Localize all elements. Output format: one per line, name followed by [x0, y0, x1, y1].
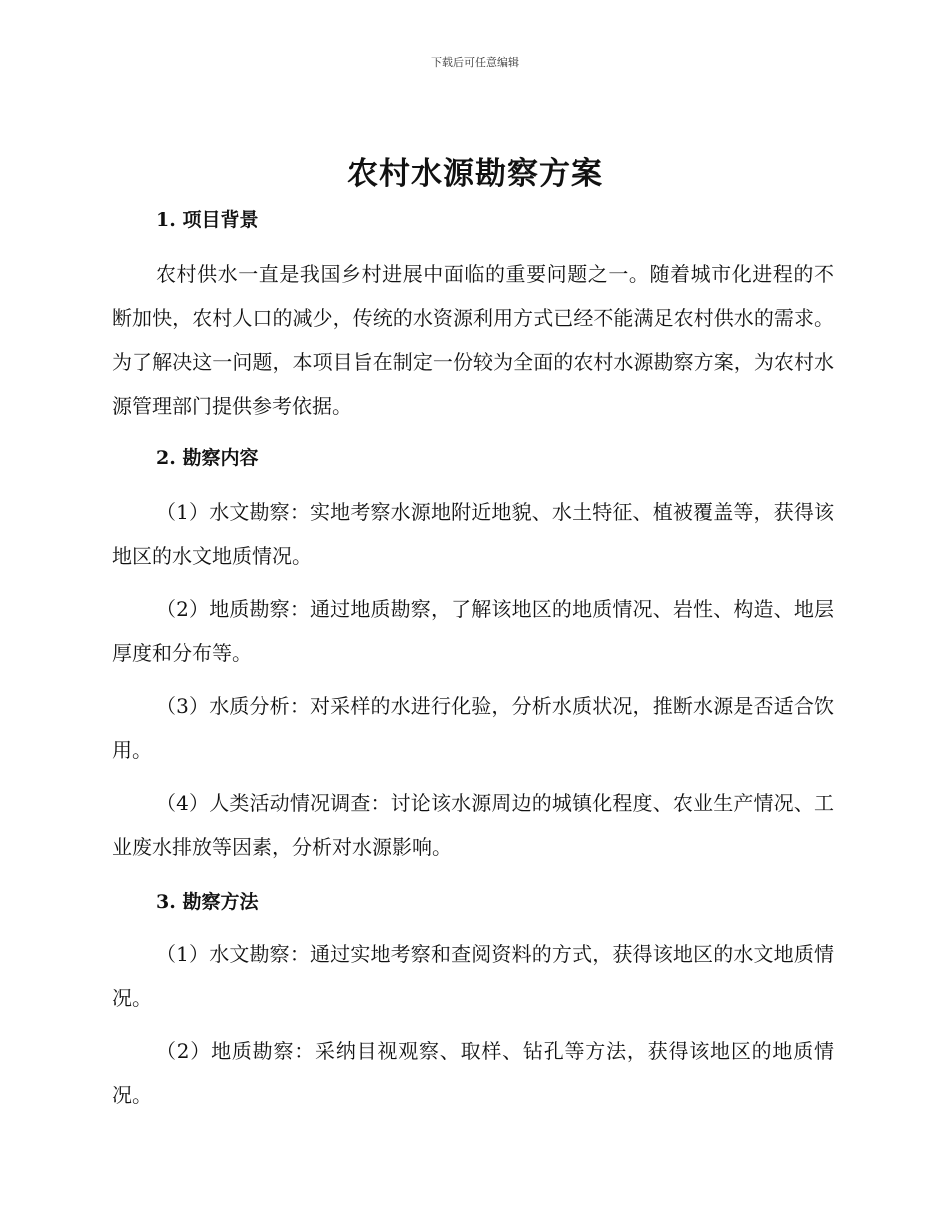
- paragraph-content-3: （3）水质分析：对采样的水进行化验，分析水质状况，推断水源是否适合饮用。: [112, 694, 834, 762]
- paragraph-content-2: （2）地质勘察：通过地质勘察，了解该地区的地质情况、岩性、构造、地层厚度和分布等。: [112, 597, 834, 665]
- paragraph-content-1: （1）水文勘察：实地考察水源地附近地貌、水土特征、植被覆盖等，获得该地区的水文地质情况。: [112, 500, 834, 568]
- section-heading-background: 1. 项目背景: [156, 209, 259, 231]
- paragraph-method-1: （1）水文勘察：通过实地考察和查阅资料的方式，获得该地区的水文地质情况。: [112, 942, 834, 1010]
- page-header-note: 下载后可任意编辑: [431, 56, 519, 69]
- document-title: 农村水源勘察方案: [347, 156, 603, 192]
- paragraph-method-2: （2）地质勘察：采纳目视观察、取样、钻孔等方法，获得该地区的地质情况。: [112, 1039, 834, 1107]
- paragraph-background: 农村供水一直是我国乡村进展中面临的重要问题之一。随着城市化进程的不断加快，农村人口的减少，传统的水资源利用方式已经不能满足农村供水的需求。为了解决这一问题，本项目旨在制定一份较为全面的农村水源勘察方案，为农村水源管理部门提供参考依据。: [112, 262, 834, 418]
- section-heading-method: 3. 勘察方法: [156, 891, 259, 913]
- section-heading-content: 2. 勘察内容: [156, 447, 259, 469]
- paragraph-content-4: （4）人类活动情况调查：讨论该水源周边的城镇化程度、农业生产情况、工业废水排放等因素，分析对水源影响。: [112, 791, 834, 859]
